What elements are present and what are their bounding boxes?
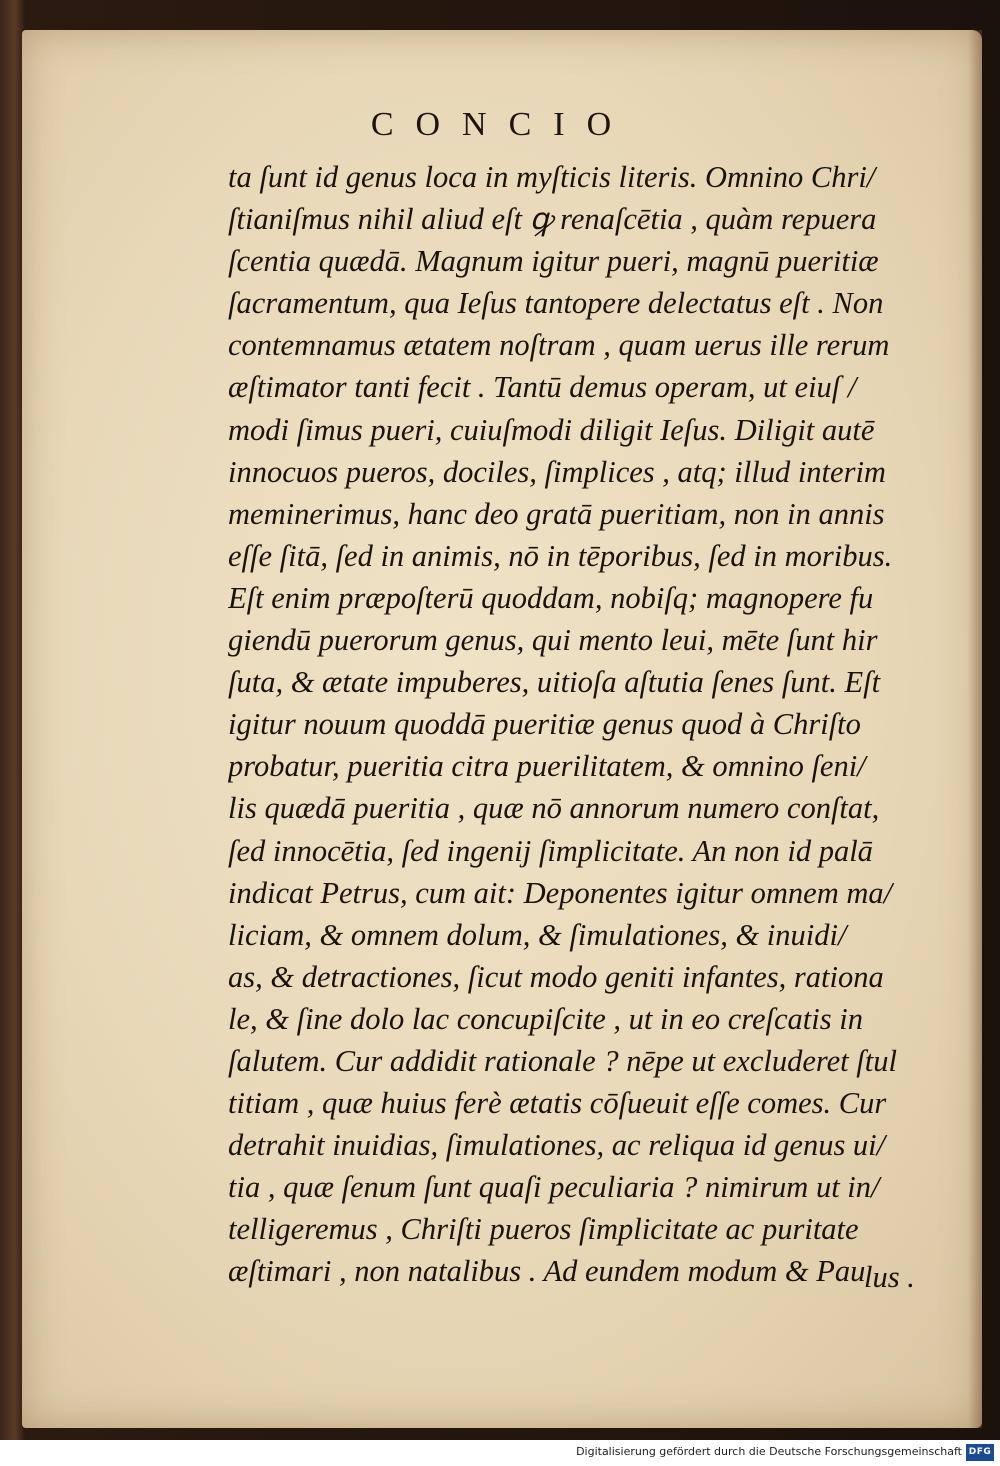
text-line: Eſt enim præpoſterū quoddam, nobiſq; magnopere fu — [228, 580, 874, 615]
text-line: ta ſunt id genus loca in myſticis literis. Omnino Chri/ — [228, 160, 876, 194]
text-line: probatur, pueritia citra puerilitatem, & omnino ſeni/ — [228, 749, 866, 784]
text-line: contemnamus ætatem noſtram , quam uerus ille rerum — [228, 328, 890, 363]
body-text — [228, 156, 938, 1293]
digitization-credit: Digitalisierung gefördert durch die Deutsche Forschungsgemeinschaft — [576, 1445, 962, 1458]
running-head: CONCIO — [370, 106, 634, 143]
text-line: ſtianiſmus nihil aliud eſt ꝙ renaſcētia , quàm repuera — [228, 202, 877, 237]
text-line: meminerimus, hanc deo gratā pueritiam, non in annis — [228, 496, 885, 531]
text-line: detrahit inuidias, ſimulationes, ac reliqua id genus ui/ — [228, 1128, 886, 1163]
text-line: liciam, & omnem dolum, & ſimulationes, & inuidi/ — [228, 917, 847, 952]
text-line: æſtimari , non natalibus . Ad eundem modum & Pau — [228, 1254, 866, 1289]
text-line: tia , quæ ſenum ſunt quaſi peculiaria ? nimirum ut in/ — [228, 1170, 880, 1205]
text-line: indicat Petrus, cum ait: Deponentes igitur omnem ma/ — [228, 875, 893, 910]
page-edge-shadow — [968, 30, 982, 1428]
text-line: modi ſimus pueri, cuiuſmodi diligit Ieſus. Diligit autē — [228, 412, 875, 447]
text-line: æſtimator tanti fecit . Tantū demus operam, ut eiuſ / — [228, 370, 857, 405]
text-line: ſed innocētia, ſed ingenij ſimplicitate. An non id palā — [228, 833, 873, 868]
text-line: le, & ſine dolo lac concupiſcite , ut in eo creſcatis in — [228, 1001, 863, 1036]
text-line: ſacramentum, qua Ieſus tantopere delectatus eſt . Non — [228, 286, 884, 321]
catchword: lus . — [864, 1260, 915, 1294]
book-page — [22, 30, 982, 1428]
text-line: lis quædā pueritia , quæ nō annorum numero conſtat, — [228, 791, 880, 826]
text-line: as, & detractiones, ſicut modo geniti infantes, rationa — [228, 959, 884, 994]
text-line: igitur nouum quoddā pueritiæ genus quod à Chriſto — [228, 707, 861, 742]
text-line: innocuos pueros, dociles, ſimplices , atq; illud interim — [228, 454, 886, 489]
text-line: titiam , quæ huius ferè ætatis cōſueuit eſſe comes. Cur — [228, 1086, 887, 1121]
text-line: ſalutem. Cur addidit rationale ? nēpe ut excluderet ſtul — [228, 1043, 897, 1078]
text-line: ſuta, & ætate impuberes, uitioſa aſtutia ſenes ſunt. Eſt — [228, 665, 881, 700]
dfg-logo: DFG — [966, 1444, 994, 1461]
text-line: ſcentia quædā. Magnum igitur pueri, magnū pueritiæ — [228, 244, 879, 279]
text-line: telligeremus , Chriſti pueros ſimplicitate ac puritate — [228, 1212, 859, 1247]
text-line: giendū puerorum genus, qui mento leui, mēte ſunt hir — [228, 623, 878, 658]
text-line: eſſe ſitā, ſed in animis, nō in tēporibus, ſed in moribus. — [228, 538, 893, 573]
